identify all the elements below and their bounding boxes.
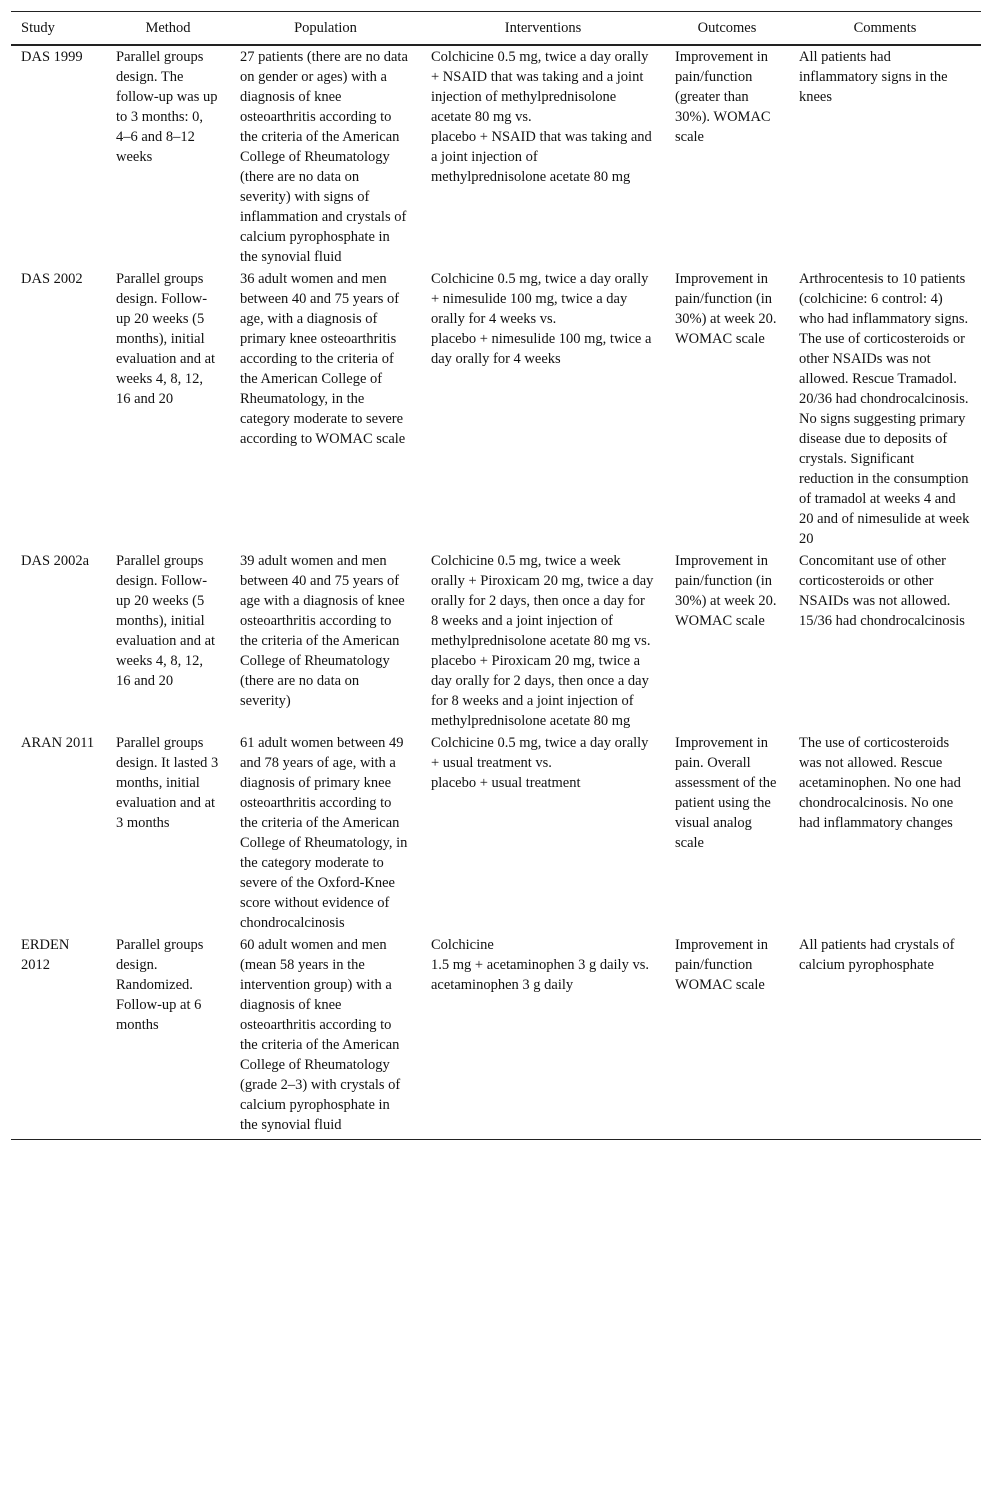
cell-study: DAS 2002a [21,553,90,569]
cell-outcomes: Improvement in pain/function (in 30%) at week 20. WOMAC scale [675,553,777,629]
cell-method: Parallel groups design. Randomized. Follow-up at 6 months [106,934,230,1140]
cell-study: ARAN 2011 [21,735,95,751]
header-row [11,12,981,46]
cell-population: 61 adult women between 49 and 78 years of age, with a diagnosis of primary knee osteoarthritis according to the criteria of the American College of Rheumatology, in the category moderate to severe of the Oxford-Knee score without evidence of chondrocalcinosis [240,735,408,931]
cell-population: 27 patients (there are no data on gender or ages) with a diagnosis of knee osteoarthritis according to the criteria of the American College of Rheumatology (there are no data on severity) with signs of inflammation and crystals of calcium pyrophosphate in the synovial fluid [240,49,408,265]
cell-outcomes: Improvement in pain/function WOMAC scale [665,934,789,1140]
table-row [11,45,981,268]
cell-study: DAS 1999 [21,49,83,65]
cell-population: 39 adult women and men between 40 and 75 years of age with a diagnosis of knee osteoarthritis according to the criteria of the American College of Rheumatology (there are no data on severity) [240,553,405,709]
cell-outcomes: Improvement in pain/function (greater than 30%). WOMAC scale [675,49,771,145]
header-population: Population [230,12,421,46]
cell-method: Parallel groups design. Follow-up 20 weeks (5 months), initial evaluation and at weeks 4, 8, 12, 16 and 20 [116,553,216,689]
cell-interventions: Colchicine 0.5 mg, twice a day orally + nimesulide 100 mg, twice a day orally for 4 weeks vs. placebo + nimesulide 100 mg, twice a day orally for 4 weeks [431,271,652,367]
cell-study: ERDEN 2012 [11,934,106,1140]
cell-comments: All patients had inflammatory signs in the knees [799,49,948,105]
cell-comments: Arthrocentesis to 10 patients (colchicine: 6 control: 4) who had inflammatory signs. The use of corticosteroids or other NSAIDs was not allowed. Rescue Tramadol. 20/36 had chondrocalcinosis. No signs suggesting primary disease due to deposits of crystals. Significant reduction in the consumption of tramadol at weeks 4 and 20 and of nimesulide at week 20 [799,271,970,547]
cell-method: Parallel groups design. It lasted 3 months, initial evaluation and at 3 months [116,735,219,831]
cell-comments: All patients had crystals of calcium pyrophosphate [789,934,981,1140]
cell-outcomes: Improvement in pain/function (in 30%) at week 20. WOMAC scale [675,271,777,347]
cell-comments: The use of corticosteroids was not allowed. Rescue acetaminophen. No one had chondrocalcinosis. No one had inflammatory changes [799,735,961,831]
cell-study: DAS 2002 [21,271,83,287]
cell-method: Parallel groups design. The follow-up was up to 3 months: 0, 4–6 and 8–12 weeks [116,49,218,165]
header-interventions: Interventions [421,12,665,46]
cell-population: 60 adult women and men (mean 58 years in the intervention group) with a diagnosis of knee osteoarthritis according to the criteria of the American College of Rheumatology (grade 2–3) with crystals of calcium pyrophosphate in the synovial fluid [230,934,421,1140]
table-row [11,550,981,732]
header-study: Study [11,12,106,46]
table-row [11,732,981,934]
header-method: Method [106,12,230,46]
cell-interventions: Colchicine 0.5 mg, twice a day orally + NSAID that was taking and a joint injection of methylprednisolone acetate 80 mg vs. placebo + NSAID that was taking and a joint injection of methylprednisolone acetate 80 mg [431,49,652,185]
cell-interventions: Colchicine 0.5 mg, twice a week orally + Piroxicam 20 mg, twice a day orally for 2 days, then once a day for 8 weeks and a joint injection of methylprednisolone acetate 80 mg vs. placebo + Piroxicam 20 mg, twice a day orally for 2 days, then once a day for 8 weeks and a joint injection of methylprednisolone acetate 80 mg [431,553,654,729]
cell-comments: Concomitant use of other corticosteroids or other NSAIDs was not allowed. 15/36 had chondrocalcinosis [799,553,965,629]
cell-population: 36 adult women and men between 40 and 75 years of age, with a diagnosis of primary knee osteoarthritis according to the criteria of the American College of Rheumatology, in the category moderate to severe according to WOMAC scale [240,271,406,447]
cell-method: Parallel groups design. Follow-up 20 weeks (5 months), initial evaluation and at weeks 4, 8, 12, 16 and 20 [116,271,216,407]
header-outcomes: Outcomes [665,12,789,46]
table-row [11,934,981,1140]
table-row [11,268,981,550]
cell-interventions: Colchicine 1.5 mg + acetaminophen 3 g daily vs. acetaminophen 3 g daily [421,934,665,1140]
studies-table [11,11,981,1140]
header-comments: Comments [789,12,981,46]
cell-interventions: Colchicine 0.5 mg, twice a day orally + usual treatment vs. placebo + usual treatment [431,735,649,791]
cell-outcomes: Improvement in pain. Overall assessment of the patient using the visual analog scale [675,735,777,851]
